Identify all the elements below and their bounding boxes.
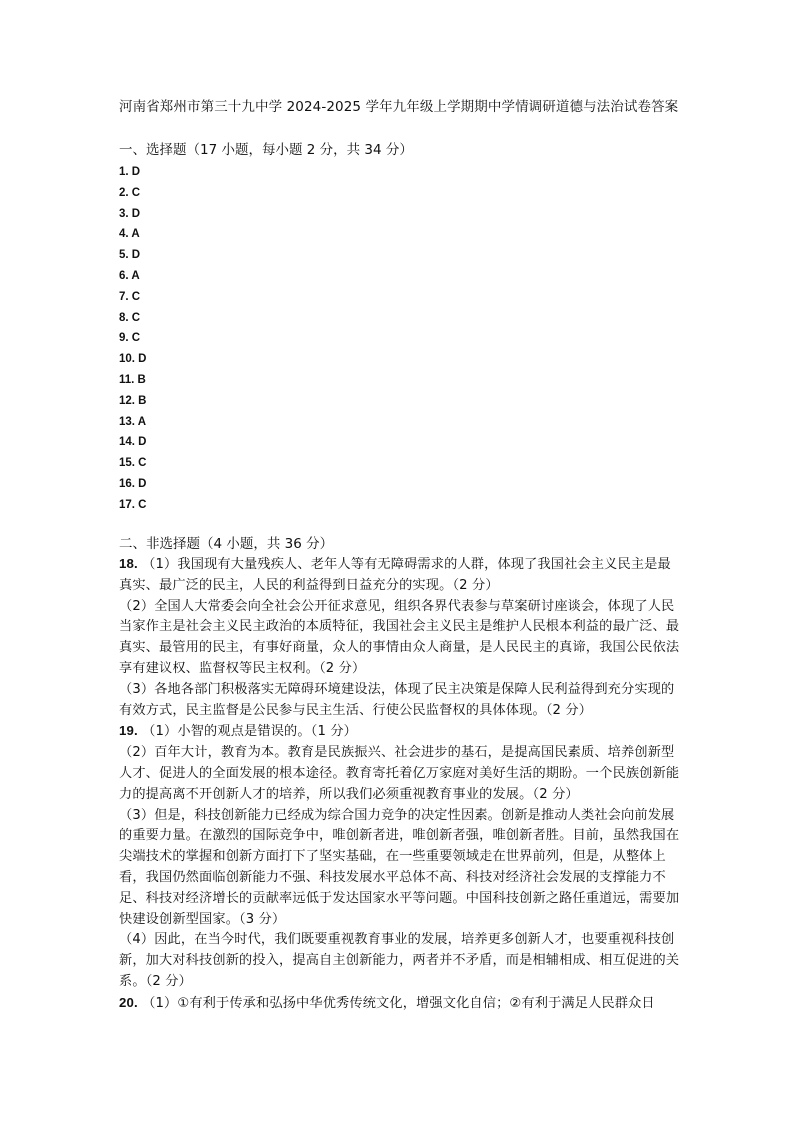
answer-item: 1. D [119,166,141,178]
answer-text: （1）①有利于传承和弘扬中华优秀传统文化，增强文化自信；②有利于满足人民群众日 [142,995,655,1011]
q18-part3: （3）各地各部门积极落实无障碍环境建设法，体现了民主决策是保障人民利益得到充分实现的有效方式，民主监督是公民参与民主生活、行使公民监督权的具体体现。（2 分） [119,681,675,718]
answer-item: 17. C [119,498,147,511]
q19-part4: （4）因此，在当今时代，我们既要重视教育事业的发展，培养更多创新人才，也要重视科技创新，加大对科技创新的投入，提高自主创新能力，两者并不矛盾，而是相辅相成、相互促进的关系。（2 分） [119,932,680,989]
answer-item: 2. C [119,186,141,199]
choice-answer-list [119,162,147,516]
answer-item: 10. D [119,353,147,366]
document-title: 河南省郑州市第三十九中学 2024-2025 学年九年级上学期期中学情调研道德与法治试卷答案 [119,99,679,115]
answer-item: 7. C [119,290,141,303]
section-2-heading: 二、非选择题（4 小题，共 36 分） [119,536,334,552]
question-number: 19. [119,723,138,739]
answer-item: 4. A [119,228,140,241]
answer-item: 16. D [119,477,147,490]
answer-item: 6. A [119,269,140,282]
section-2-body [119,554,683,1015]
q19-part3: （3）但是，科技创新能力已经成为综合国力竞争的决定性因素。创新是推动人类社会向前发展的重要力量。在激烈的国际竞争中，唯创新者进，唯创新者强，唯创新者胜。目前，虽然我国在尖端技术的掌握和创新方面打下了坚实基础，在一些重要领域走在世界前列，但是，从整体上看，我国仍然面临创新能力不强、科技发展水平总体不高、科技对经济社会发展的支撑能力不足、科技对经济增长的贡献率远低于发达国家水平等问题。中国科技创新之路任重道远，需要加快建设创新型国家。（3 分） [119,807,680,927]
answer-item: 13. A [119,415,147,428]
question-number: 18. [119,556,138,571]
q19-part1 [119,721,683,743]
answer-text: （1）我国现有大量残疾人、老年人等有无障碍需求的人群，体现了我国社会主义民主是最真实、最广泛的民主，人民的利益得到日益充分的实现。（2 分） [119,557,671,593]
q19-part2: （2）百年大计，教育为本。教育是民族振兴、社会进步的基石，是提高国民素质、培养创新型人才、促进人的全面发展的根本途径。教育寄托着亿万家庭对美好生活的期盼。一个民族创新能力的提高离不开创新人才的培养，所以我们必须重视教育事业的发展。（2 分） [119,745,680,802]
answer-item: 12. B [119,394,147,407]
answer-item: 11. B [119,373,146,386]
section-1-heading: 一、选择题（17 小题，每小题 2 分，共 34 分） [119,142,413,158]
q18-part2: （2）全国人大常委会向全社会公开征求意见，组织各界代表参与草案研讨座谈会，体现了人民当家作主是社会主义民主政治的本质特征，我国社会主义民主是维护人民根本利益的最广泛、最真实、最管用的民主，有事好商量，众人的事情由众人商量，是人民民主的真谛，我国公民依法享有建议权、监督权等民主权利。（2 分） [119,598,680,676]
answer-item: 3. D [119,207,141,220]
answer-item: 14. D [119,436,147,449]
q18-part1 [119,554,683,597]
answer-item: 5. D [119,249,141,262]
answer-item: 8. C [119,311,141,324]
answer-item: 9. C [119,332,141,345]
question-number: 20. [119,994,138,1010]
q20-part1 [119,993,683,1015]
answer-text: （1）小智的观点是错误的。（1 分） [142,724,358,740]
answer-item: 15. C [119,457,147,470]
